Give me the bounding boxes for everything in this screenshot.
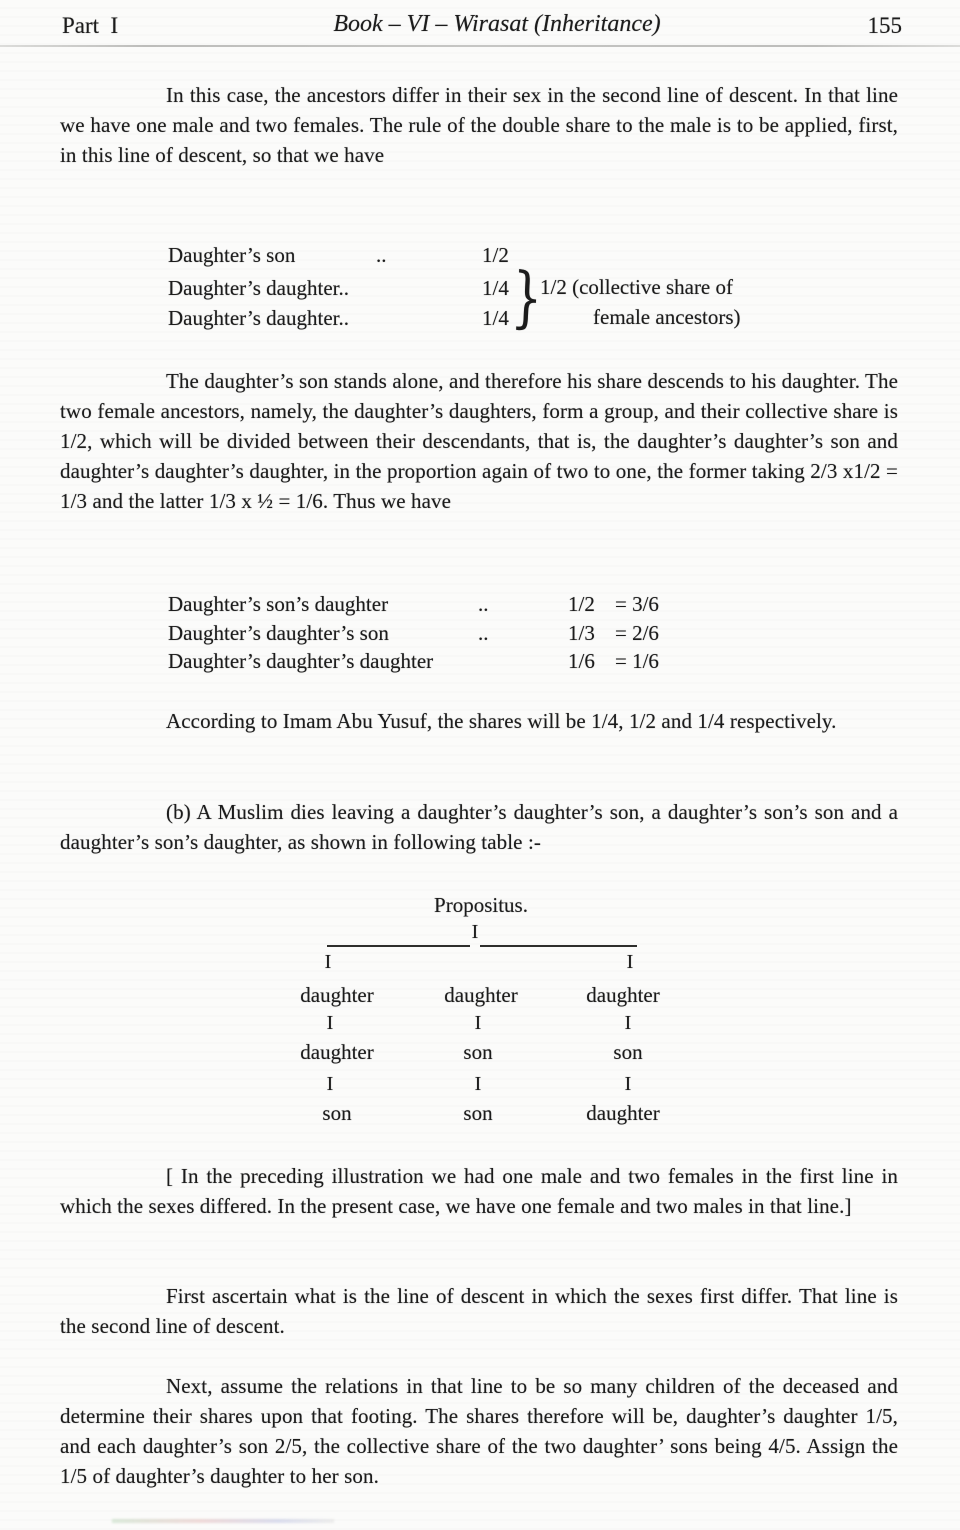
part-label: Part I <box>62 13 119 38</box>
tree-link: I <box>326 1073 334 1095</box>
tree-node: son <box>322 1101 352 1125</box>
paragraph-case-b: (b) A Muslim dies leaving a daughter’s daughter’s son, a daughter’s son’s son and a daughter’s son’s daughter, as shown in following table :- <box>60 800 898 854</box>
tree-link: I <box>624 1073 632 1095</box>
table-row <box>168 621 908 651</box>
share-value: 1/4 <box>482 306 509 330</box>
dot-leader: .. <box>478 621 489 645</box>
share-value: 1/2 <box>482 243 509 267</box>
tree-link: I <box>474 1012 482 1034</box>
paragraph-first-step: First ascertain what is the line of descent in which the sexes first differ. That line is the second line of descent. <box>60 1284 898 1338</box>
collective-share-note-line1: 1/2 (collective share of <box>540 275 733 299</box>
paragraph-explanation: The daughter’s son stands alone, and therefore his share descends to his daughter. The two female ancestors, namely, the daughter’s daughters, form a group, and their collective share is 1/2, which will be divided between their descendants, that is, the daughter’s daughter’s son and daughter’s daughter’s daughter, in the proportion again of two to one, the former taking 2/3 x1/2 = 1/3 and the latter 1/3 x ½ = 1/6. Thus we have <box>60 369 898 513</box>
paragraph-intro: In this case, the ancestors differ in their sex in the second line of descent. In that line we have one male and two females. The rule of the double share to the male is to be applied, first, in this line of descent, so that we have <box>60 83 898 167</box>
tree-branch-line-left <box>327 945 470 947</box>
heir-label: Daughter’s son’s daughter <box>168 592 389 616</box>
grouping-brace: } <box>510 257 545 338</box>
share-equivalent: = 3/6 <box>615 592 659 616</box>
tree-node: daughter <box>444 983 518 1007</box>
book-title: Book – VI – Wirasat (Inheritance) <box>333 11 661 37</box>
heir-label: Daughter’s son <box>168 243 296 267</box>
table-row <box>168 592 908 622</box>
share-table-second <box>168 592 908 687</box>
heir-label: Daughter’s daughter.. <box>168 306 349 330</box>
tree-link: I <box>474 1073 482 1095</box>
dot-leader: .. <box>376 243 387 267</box>
tree-node: daughter <box>300 983 374 1007</box>
page-number: 155 <box>867 13 902 38</box>
tree-node: son <box>463 1101 493 1125</box>
tree-node: son <box>463 1040 493 1064</box>
collective-share-note-line2: female ancestors) <box>593 305 741 329</box>
dot-leader: .. <box>478 592 489 616</box>
share-value: 1/6 <box>568 649 595 673</box>
share-value: 1/3 <box>568 621 595 645</box>
descent-diagram <box>0 893 960 1133</box>
tree-node: daughter <box>300 1040 374 1064</box>
tree-link: I <box>324 951 332 973</box>
scan-artifact <box>112 1519 334 1523</box>
share-equivalent: = 1/6 <box>615 649 659 673</box>
share-value: 1/2 <box>568 592 595 616</box>
tree-link: I <box>626 951 634 973</box>
tree-branch-line-right <box>480 945 637 947</box>
tree-link: I <box>326 1012 334 1034</box>
tree-root-link: I <box>471 921 479 943</box>
tree-node: daughter <box>586 1101 660 1125</box>
diagram-title: Propositus. <box>434 893 528 917</box>
heir-label: Daughter’s daughter.. <box>168 276 349 300</box>
share-table-first <box>168 243 908 373</box>
paragraph-bracket-note: [ In the preceding illustration we had one male and two females in the first line in which the sexes differed. In the present case, we have one female and two males in that line.] <box>60 1164 898 1218</box>
heir-label: Daughter’s daughter’s son <box>168 621 389 645</box>
paragraph-next-step: Next, assume the relations in that line to be so many children of the deceased and determine their shares upon that footing. The shares therefore will be, daughter’s daughter 1/5, and each daughter’s son 2/5, the collective share of the two daughter’ sons being 4/5. Assign the 1/5 of daughter’s daughter to her son. <box>60 1374 898 1488</box>
paragraph-abu-yusuf: According to Imam Abu Yusuf, the shares will be 1/4, 1/2 and 1/4 respectively. <box>166 709 837 733</box>
tree-node: son <box>613 1040 643 1064</box>
tree-link: I <box>624 1012 632 1034</box>
share-equivalent: = 2/6 <box>615 621 659 645</box>
table-row <box>168 649 908 679</box>
heir-label: Daughter’s daughter’s daughter <box>168 649 434 673</box>
header-rule <box>0 45 960 47</box>
tree-node: daughter <box>586 983 660 1007</box>
share-value: 1/4 <box>482 276 509 300</box>
